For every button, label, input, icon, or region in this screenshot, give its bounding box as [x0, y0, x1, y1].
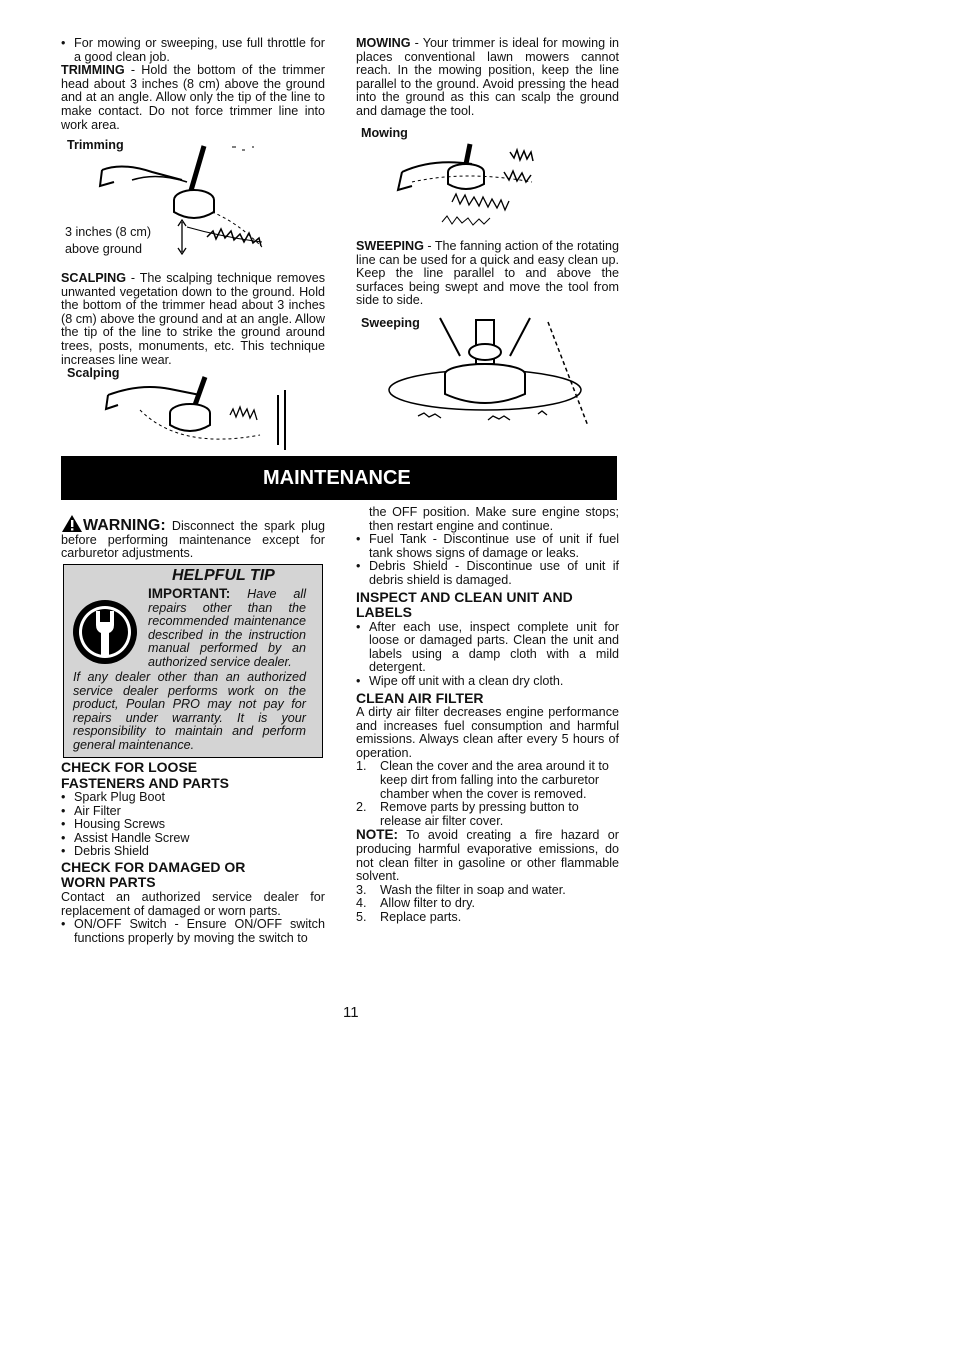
list-item: • Spark Plug Boot — [61, 791, 325, 805]
trimming-paragraph — [61, 64, 325, 132]
scalping-paragraph — [61, 272, 325, 367]
air-filter-paragraph: A dirty air filter decreases engine performance and increases fuel consumption and harmful emissions. Always clean after every 5 hours of operation. — [356, 705, 619, 760]
list-item: • Housing Screws — [61, 818, 325, 832]
trimming-lead: TRIMMING — [61, 63, 125, 78]
inspect-heading: INSPECT AND CLEAN UNIT AND LABELS — [356, 588, 573, 621]
mowing-figure-label: Mowing — [361, 126, 408, 140]
list-item — [356, 897, 619, 911]
right-top-column — [356, 37, 619, 119]
mowing-paragraph — [356, 37, 619, 119]
page-number: 11 — [343, 1004, 359, 1021]
fasteners-list — [61, 791, 325, 859]
list-item — [356, 801, 619, 828]
trimming-figure-label: Trimming — [67, 138, 124, 152]
step-text: Remove parts by pressing button to release air filter cover. — [380, 800, 579, 828]
onoff-switch-item: • ON/OFF Switch - Ensure ON/OFF switch functions properly by moving the switch to — [61, 918, 325, 945]
sweeping-illustration — [388, 316, 593, 431]
warning-text: Disconnect the spark plug before performing maintenance except for carburetor adjustments. — [61, 519, 325, 561]
warning-block — [61, 514, 325, 561]
note-lead: NOTE: — [356, 827, 398, 843]
step-text: Replace parts. — [380, 909, 462, 924]
full-throttle-bullet: • For mowing or sweeping, use full throttle for a good clean job. — [61, 37, 325, 64]
step-number: 1. — [356, 759, 367, 774]
debris-shield-item: • Debris Shield - Discontinue use of unit if debris shield is damaged. — [356, 560, 619, 587]
fasteners-heading: CHECK FOR LOOSE FASTENERS AND PARTS — [61, 759, 230, 791]
step-text: Allow filter to dry. — [380, 896, 475, 911]
mowing-illustration — [392, 142, 542, 234]
maintenance-banner: MAINTENANCE — [61, 456, 617, 500]
scalping-section — [61, 272, 325, 367]
air-filter-note — [356, 828, 619, 883]
list-item: • Assist Handle Screw — [61, 832, 325, 846]
list-item — [356, 884, 619, 898]
important-label: IMPORTANT: — [148, 586, 231, 601]
step-number: 2. — [356, 800, 367, 815]
list-item: • Wipe off unit with a clean dry cloth. — [356, 675, 619, 689]
step-text: Wash the filter in soap and water. — [380, 882, 566, 897]
list-item: • After each use, inspect complete unit for loose or damaged parts. Clean the unit and labels using a damp cloth with a mild detergent. — [356, 621, 619, 675]
mowing-text: - Your trimmer is ideal for mowing in places conventional lawn mowers cannot reach. In the mowing position, keep the line parallel to the ground. Avoid pressing the head into the ground as this can scalp the ground and damage the tool. — [356, 36, 619, 118]
sweeping-paragraph — [356, 240, 619, 308]
step-text: Clean the cover and the area around it to keep dirt from falling into the carburetor chamber when the cover is removed. — [380, 759, 609, 801]
warning-paragraph — [61, 514, 325, 561]
step-number: 3. — [356, 882, 367, 897]
scalping-figure-label: Scalping — [67, 366, 120, 380]
fuel-tank-item: • Fuel Tank - Discontinue use of unit if fuel tank shows signs of damage or leaks. — [356, 533, 619, 560]
trimming-text: - Hold the bottom of the trimmer head about 3 inches (8 cm) above the ground and at an angle. Allow only the tip of the line to make contact. Do not force trimmer line into work area. — [61, 63, 325, 132]
list-item — [356, 911, 619, 925]
mowing-lead: MOWING — [356, 36, 411, 50]
wrench-icon — [70, 595, 140, 669]
list-item — [356, 760, 619, 801]
helpful-tip-important — [148, 587, 306, 670]
helpful-tip-warranty: If any dealer other than an authorized service dealer performs work on the product, Poulan PRO may not pay for repairs under warranty. It is your responsibility to maintain and perform general maintenance. — [73, 670, 306, 752]
onoff-switch-continued: the OFF position. Make sure engine stops; then restart engine and continue. — [369, 505, 619, 533]
sweeping-section — [356, 240, 619, 308]
scalping-lead: SCALPING — [61, 271, 127, 285]
left-bottom-column — [61, 760, 325, 945]
air-filter-heading: CLEAN AIR FILTER — [356, 689, 484, 706]
list-item: • Debris Shield — [61, 845, 325, 859]
sweeping-figure-label: Sweeping — [361, 316, 420, 330]
scalping-text: - The scalping technique removes unwanted vegetation down to the ground. Hold the bottom of the trimmer head about 3 inches (8 cm) above the ground and at an angle. Allow the tip of the line to strike the ground around trees, posts, monuments, etc. This technique increases line wear. — [61, 271, 325, 367]
step-number: 5. — [356, 909, 367, 924]
left-top-column — [61, 37, 325, 132]
helpful-tip-title: HELPFUL TIP — [172, 567, 275, 584]
helpful-tip-box — [63, 564, 323, 758]
trimming-height-note — [65, 224, 151, 258]
important-text: Have all repairs other than the recommended maintenance described in the instruction manual performed by an authorized service dealer. — [148, 587, 306, 669]
damaged-heading: CHECK FOR DAMAGED OR WORN PARTS — [61, 858, 246, 891]
list-item: • Air Filter — [61, 805, 325, 819]
step-number: 4. — [356, 896, 367, 911]
sweeping-text: - The fanning action of the rotating line can be used for a quick and easy clean up. Keep the line parallel to and above the surfaces being swept and move the tool from side to side. — [356, 239, 619, 308]
damaged-paragraph: Contact an authorized service dealer for replacement of damaged or worn parts. — [61, 889, 325, 918]
right-bottom-column — [356, 506, 619, 925]
scalping-illustration — [100, 375, 300, 455]
warning-word: WARNING: — [83, 517, 166, 534]
note-text: To avoid creating a fire hazard or producing harmful evaporative emissions, do not clean filter in gasoline or other flammable solvent. — [356, 828, 619, 884]
warning-triangle-icon — [61, 514, 83, 533]
trimming-note-line2: above ground — [65, 242, 143, 256]
sweeping-lead: SWEEPING — [356, 239, 424, 253]
trimming-note-line1: 3 inches (8 cm) — [65, 225, 152, 239]
